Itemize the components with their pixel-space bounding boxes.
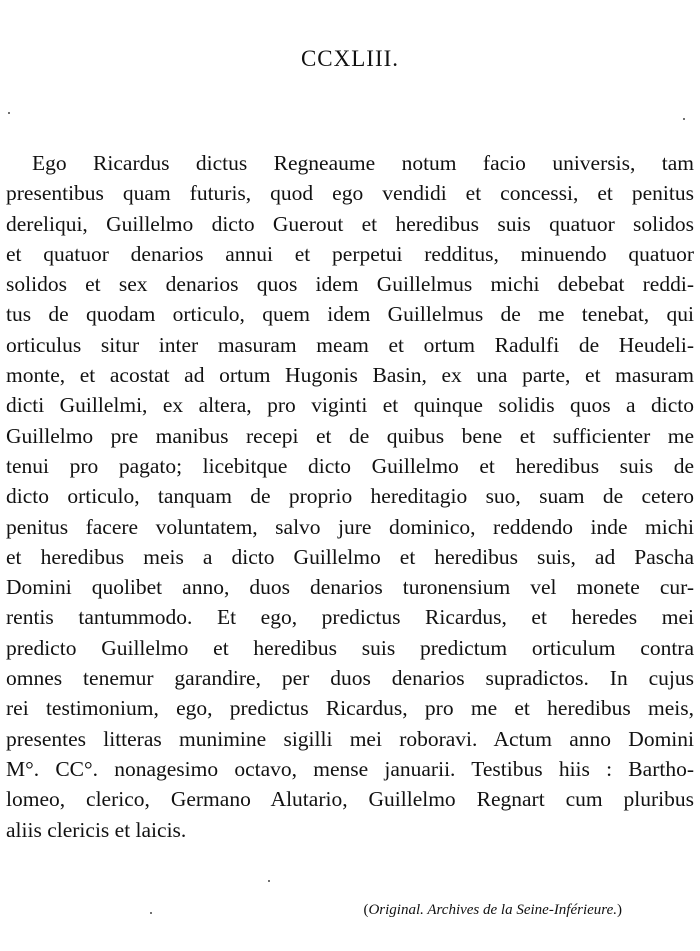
text-line: solidos et sex denarios quos idem Guillelmus michi debebat reddi- [6,272,694,297]
text-line: penitus facere voluntatem, salvo jure dominico, reddendo inde michi [6,514,694,539]
source-citation [0,902,622,919]
print-speck [683,118,685,120]
text-line: presentes litteras munimine sigilli mei roboravi. Actum anno Domini [6,726,694,751]
charter-number-heading: CCXLIII. [300,46,400,71]
text-line: M°. CC°. nonagesimo octavo, mense januarii. Testibus hiis : Bartho- [6,756,694,781]
text-line: orticulus situr inter masuram meam et ortum Radulfi de Heudeli- [6,332,694,357]
text-line: presentibus quam futuris, quod ego vendidi et concessi, et penitus [6,181,694,206]
print-speck [8,112,10,114]
text-line: et heredibus meis a dicto Guillelmo et heredibus suis, ad Pascha [6,544,694,569]
text-line: et quatuor denarios annui et perpetui redditus, minuendo quatuor [6,241,694,266]
text-line: rei testimonium, ego, predictus Ricardus, pro me et heredibus meis, [6,696,694,721]
source-close-paren: ) [617,902,622,918]
text-line: aliis clericis et laicis. [6,817,187,842]
text-line: Domini quolibet anno, duos denarios turonensium vel monete cur- [6,575,694,600]
source-text: Original. Archives de la Seine-Inférieure. [368,902,617,918]
text-line: rentis tantummodo. Et ego, predictus Ricardus, et heredes mei [6,605,694,630]
print-speck [150,912,152,914]
source-open-paren: ( [363,902,369,918]
text-line: tenui pro pagato; licebitque dicto Guillelmo et heredibus suis de [6,453,694,478]
text-line: predicto Guillelmo et heredibus suis predictum orticulum contra [6,635,694,660]
text-line: Guillelmo pre manibus recepi et de quibus bene et sufficienter me [6,423,694,448]
text-line: omnes tenemur garandire, per duos denarios supradictos. In cujus [6,666,694,691]
text-line: dicto orticulo, tanquam de proprio hereditagio suo, suam de cetero [6,484,694,509]
text-line: monte, et acostat ad ortum Hugonis Basin, ex una parte, et masuram [6,363,694,388]
print-speck [268,880,270,882]
text-line: tus de quodam orticulo, quem idem Guillelmus de me tenebat, qui [6,302,694,327]
charter-text [6,148,694,845]
text-line: dicti Guillelmi, ex altera, pro viginti et quinque solidis quos a dicto [6,393,694,418]
text-line: Ego Ricardus dictus Regneaume notum facio universis, tam [32,151,694,175]
text-line: dereliqui, Guillelmo dicto Guerout et heredibus suis quatuor solidos [6,211,694,236]
text-line: lomeo, clerico, Germano Alutario, Guillelmo Regnart cum pluribus [6,787,694,812]
